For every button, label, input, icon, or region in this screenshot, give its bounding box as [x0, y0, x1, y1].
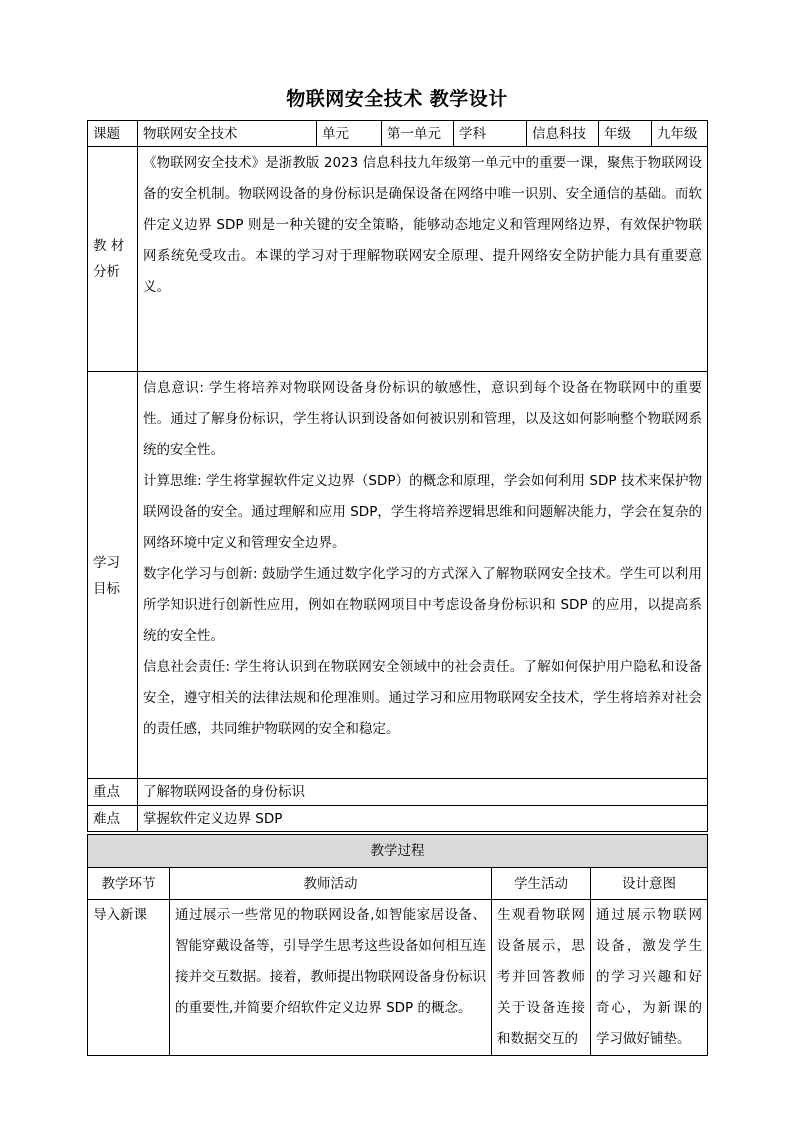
difficulty-row: [88, 806, 708, 832]
design-intent-text: 通过展示物联网设备，激发学生的学习兴趣和好奇心，为新课的学习做好铺垫。: [596, 907, 702, 1047]
key-point-row: [88, 779, 708, 806]
header-row: [88, 121, 708, 147]
objectives-label-line2: 目标: [93, 581, 120, 597]
design-intent-cell: [591, 900, 708, 1056]
student-activity-cell: [492, 900, 591, 1056]
subject-label: 学科: [454, 121, 527, 147]
column-header: 教学环节: [88, 868, 170, 900]
table-row: [88, 900, 708, 1056]
objective-item: 信息意识: 学生将培养对物联网设备身份标识的敏感性，意识到每个设备在物联网中的重要性。通过了解身份标识，学生将认识到设备如何被识别和管理，以及这如何影响整个物联网系统的安全性。: [143, 380, 702, 458]
unit-value: 第一单元: [382, 121, 454, 147]
process-table: [87, 834, 708, 1056]
topic-value: 物联网安全技术: [138, 121, 317, 147]
analysis-cell: [138, 147, 708, 372]
objectives-row: [88, 372, 708, 779]
teacher-activity-cell: [170, 900, 492, 1056]
column-header: 学生活动: [492, 868, 591, 900]
analysis-label-line2: 分析: [93, 264, 120, 280]
unit-label: 单元: [317, 121, 382, 147]
objectives-label: [88, 372, 138, 779]
analysis-label-line1: 教 材: [93, 238, 125, 254]
subject-value: 信息科技: [527, 121, 599, 147]
column-header: 教师活动: [170, 868, 492, 900]
analysis-text: 《物联网安全技术》是浙教版 2023 信息科技九年级第一单元中的重要一课，聚焦于物联网设备的安全机制。物联网设备的身份标识是确保设备在网络中唯一识别、安全通信的基础。而软件定义边界 SDP 则是一种关键的安全策略，能够动态地定义和管理网络边界，有效保护物联网系统免受攻击。本课的学习对于理解物联网安全原理、提升网络安全防护能力具有重要意义。: [143, 155, 702, 295]
teacher-activity-text: 通过展示一些常见的物联网设备,如智能家居设备、智能穿戴设备等，引导学生思考这些设备如何相互连接并交互数据。接着，教师提出物联网设备身份标识的重要性,并简要介绍软件定义边界 SDP 的概念。: [175, 907, 486, 1016]
key-point-label: 重点: [88, 779, 138, 806]
objectives-cell: [138, 372, 708, 779]
grade-value: 九年级: [652, 121, 708, 147]
difficulty-label: 难点: [88, 806, 138, 832]
process-columns-row: [88, 868, 708, 900]
objective-item: 信息社会责任: 学生将认识到在物联网安全领域中的社会责任。了解如何保护用户隐私和设备安全，遵守相关的法律法规和伦理准则。通过学习和应用物联网安全技术，学生将培养对社会的责任感，共同维护物联网的安全和稳定。: [143, 659, 702, 737]
student-activity-text: 生观看物联网设备展示，思考并回答教师关于设备连接和数据交互的: [497, 907, 585, 1047]
stage-cell: 导入新课: [88, 900, 170, 1056]
info-table: [87, 120, 708, 832]
page-title: 物联网安全技术 教学设计: [286, 88, 508, 110]
process-header-row: [88, 835, 708, 868]
key-point-value: 了解物联网设备的身份标识: [138, 779, 708, 806]
grade-label: 年级: [599, 121, 652, 147]
objective-item: 数字化学习与创新: 鼓励学生通过数字化学习的方式深入了解物联网安全技术。学生可以利用所学知识进行创新性应用，例如在物联网项目中考虑设备身份标识和 SDP 的应用，以提高系统的安全性。: [143, 566, 702, 644]
analysis-label: [88, 147, 138, 372]
column-header: 设计意图: [591, 868, 708, 900]
difficulty-value: 掌握软件定义边界 SDP: [138, 806, 708, 832]
objectives-label-line1: 学习: [93, 555, 120, 571]
objective-item: 计算思维: 学生将掌握软件定义边界（SDP）的概念和原理，学会如何利用 SDP 技术来保护物联网设备的安全。通过理解和应用 SDP，学生将培养逻辑思维和问题解决能力，学会在复杂的网络环境中定义和管理安全边界。: [143, 473, 702, 551]
process-header: 教学过程: [88, 835, 708, 868]
topic-label: 课题: [88, 121, 138, 147]
analysis-row: [88, 147, 708, 372]
